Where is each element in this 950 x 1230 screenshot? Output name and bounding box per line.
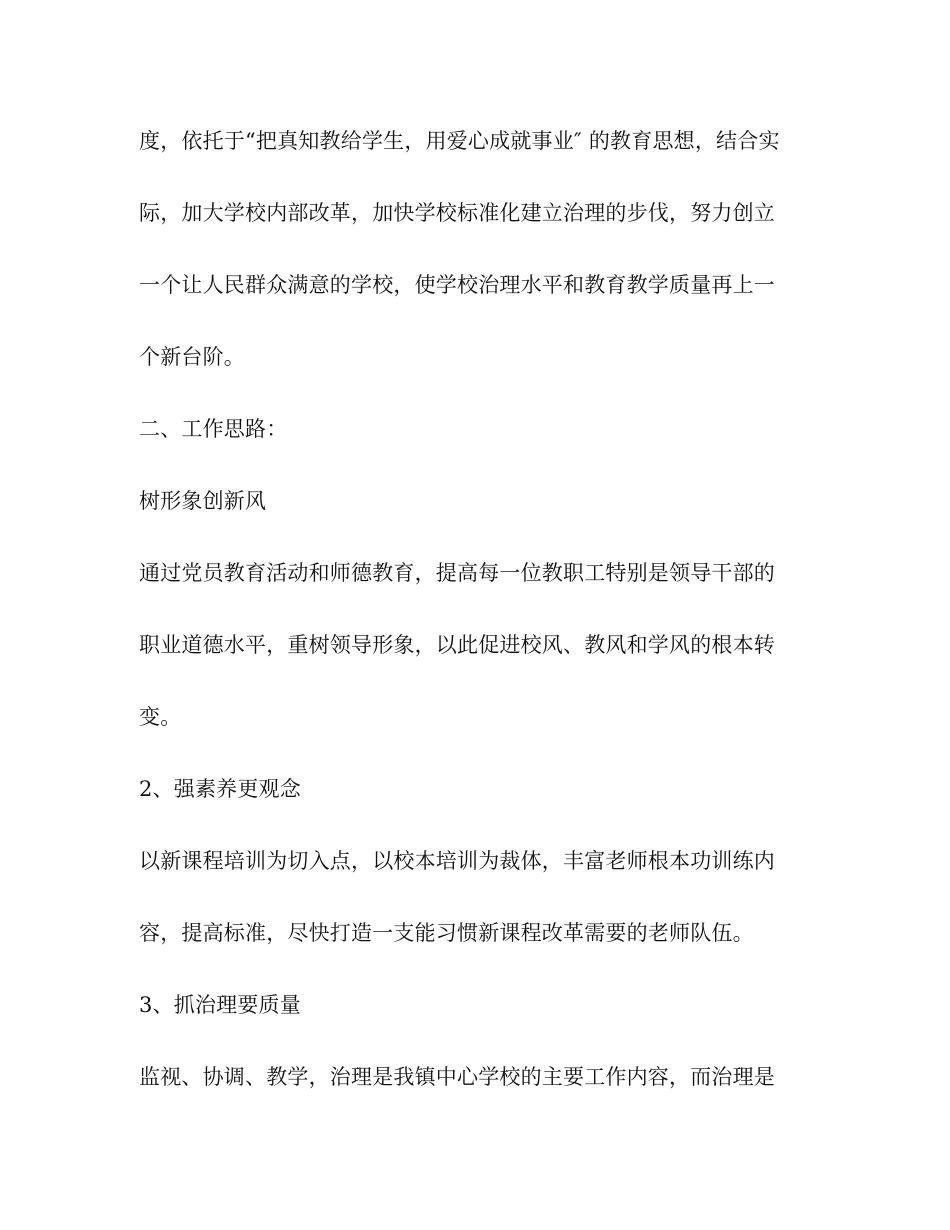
- paragraph-line: 职业道德水平，重树领导形象，以此促进校风、教风和学风的根本转: [139, 633, 775, 657]
- paragraph-line: 度，依托于“把真知教给学生，用爱心成就事业″ 的教育思想，结合实: [139, 129, 780, 153]
- paragraph-line: 容，提高标准，尽快打造一支能习惯新课程改革需要的老师队伍。: [139, 921, 754, 945]
- paragraph-line: 际，加大学校内部改革，加快学校标准化建立治理的步伐，努力创立: [139, 201, 775, 225]
- subsection-heading: 树形象创新风: [139, 489, 267, 513]
- paragraph-line: 监视、协调、教学，治理是我镇中心学校的主要工作内容，而治理是: [139, 1065, 775, 1089]
- paragraph-line: 变。: [139, 705, 182, 729]
- section-heading: 二、工作思路：: [139, 417, 288, 441]
- subsection-heading: 3、抓治理要质量: [139, 993, 301, 1017]
- subsection-heading: 2、强素养更观念: [139, 777, 301, 801]
- paragraph-line: 通过党员教育活动和师德教育，提高每一位教职工特别是领导干部的: [139, 561, 775, 585]
- paragraph-line: 个新台阶。: [139, 345, 245, 369]
- paragraph-line: 以新课程培训为切入点，以校本培训为裁体，丰富老师根本功训练内: [139, 849, 775, 873]
- paragraph-line: 一个让人民群众满意的学校，使学校治理水平和教育教学质量再上一: [139, 273, 775, 297]
